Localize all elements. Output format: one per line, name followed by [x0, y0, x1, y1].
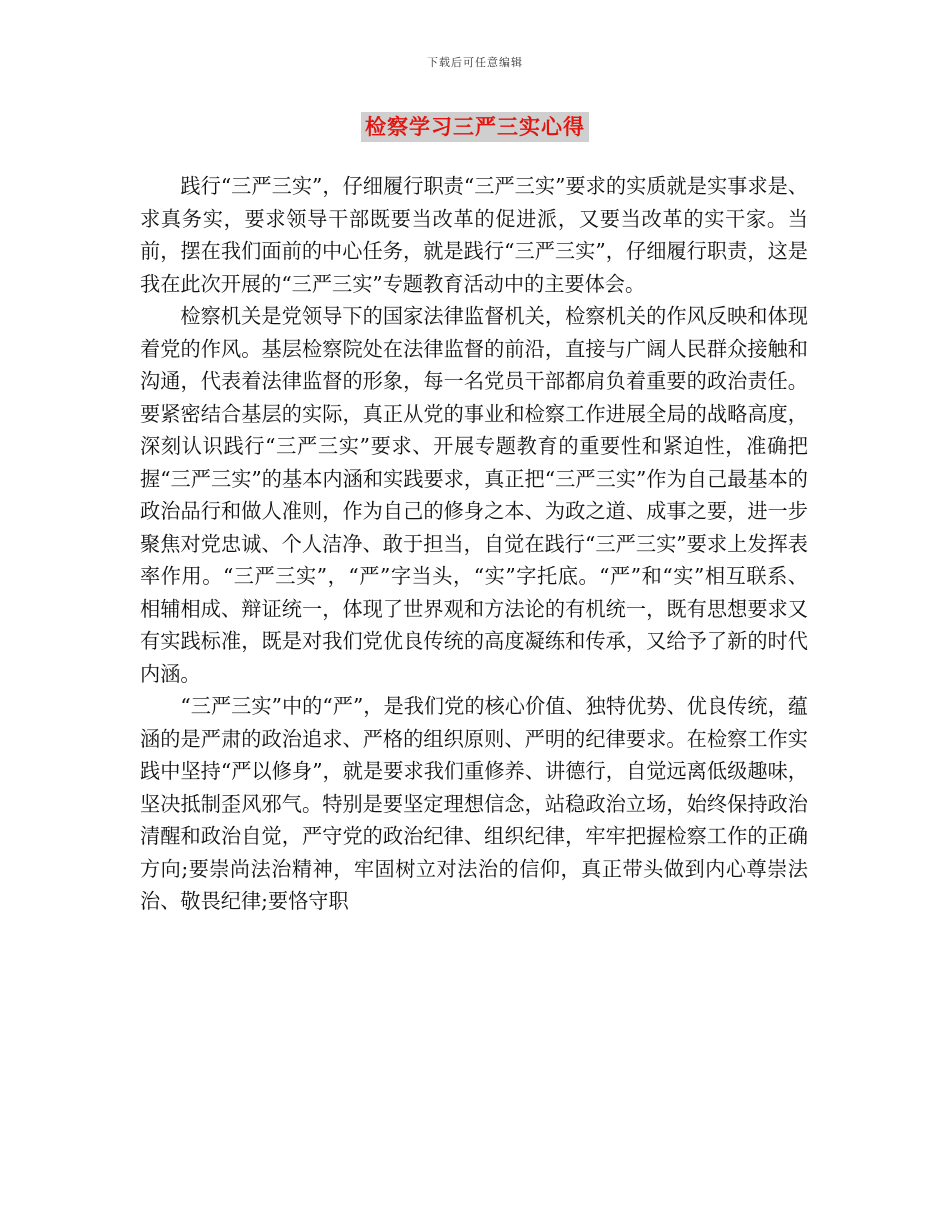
page-header-note: 下载后可任意编辑: [427, 56, 523, 69]
paragraph-3: “三严三实”中的“严”，是我们党的核心价值、独特优势、优良传统，蕴涵的是严肃的政治追求、严格的组织原则、严明的纪律要求。在检察工作实践中坚持“严以修身”，就是要求我们重修养、讲德行，自觉远离低级趣味，坚决抵制歪风邪气。特别是要坚定理想信念，站稳政治立场，始终保持政治清醒和政治自觉，严守党的政治纪律、组织纪律，牢牢把握检察工作的正确方向;要崇尚法治精神，牢固树立对法治的信仰，真正带头做到内心尊崇法治、敬畏纪律;要恪守职: [140, 694, 808, 913]
document-title: 检察学习三严三实心得: [361, 112, 589, 142]
paragraph-2: 检察机关是党领导下的国家法律监督机关，检察机关的作风反映和体现着党的作风。基层检察院处在法律监督的前沿，直接与广阔人民群众接触和沟通，代表着法律监督的形象，每一名党员干部都肩负着重要的政治责任。要紧密结合基层的实际，真正从党的事业和检察工作进展全局的战略高度，深刻认识践行“三严三实”要求、开展专题教育的重要性和紧迫性，准确把握“三严三实”的基本内涵和实践要求，真正把“三严三实”作为自己最基本的政治品行和做人准则，作为自己的修身之本、为政之道、成事之要，进一步聚焦对党忠诚、个人洁净、敢于担当，自觉在践行“三严三实”要求上发挥表率作用。“三严三实”，“严”字当头，“实”字托底。“严”和“实”相互联系、相辅相成、辩证统一，体现了世界观和方法论的有机统一，既有思想要求又有实践标准，既是对我们党优良传统的高度凝练和传承，又给予了新的时代内涵。: [140, 304, 808, 686]
title-container: [0, 112, 950, 142]
document-body: [140, 170, 808, 918]
paragraph-1: 践行“三严三实”，仔细履行职责“三严三实”要求的实质就是实事求是、求真务实，要求领导干部既要当改革的促进派，又要当改革的实干家。当前，摆在我们面前的中心任务，就是践行“三严三实”，仔细履行职责，这是我在此次开展的“三严三实”专题教育活动中的主要体会。: [140, 174, 808, 296]
